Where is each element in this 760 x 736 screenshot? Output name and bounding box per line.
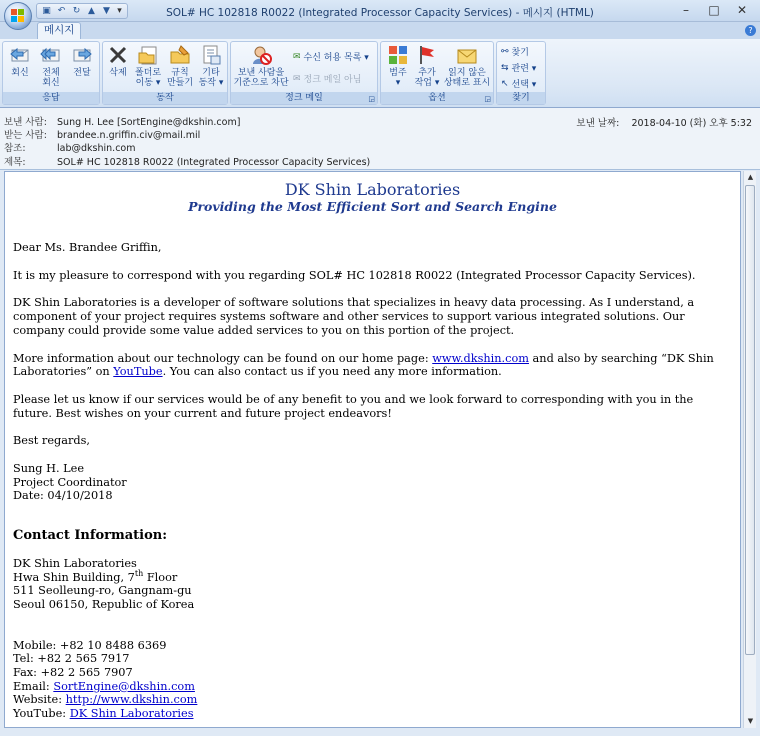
group-actions xyxy=(102,41,228,105)
to-value[interactable]: brandee.n.griffin.civ@mail.mil xyxy=(57,130,201,141)
group-label-options: 옵션 xyxy=(381,92,493,104)
maximize-icon[interactable]: □ xyxy=(708,3,720,17)
mark-unread-button[interactable]: 읽지 않은 상태로 표시 xyxy=(443,44,491,88)
group-label-find: 찾기 xyxy=(497,92,545,104)
telephone: Tel: +82 2 565 7917 xyxy=(13,652,130,666)
to-row: 받는 사람: brandee.n.griffin.civ@mail.mil xyxy=(4,130,201,141)
cc-row: 참조: lab@dkshin.com xyxy=(4,143,136,154)
tab-message[interactable]: 메시지 xyxy=(37,22,81,39)
signature-title: Project Coordinator xyxy=(13,475,127,489)
block-sender-icon xyxy=(250,44,272,66)
cc-value[interactable]: lab@dkshin.com xyxy=(57,143,136,154)
company-name: DK Shin Laboratories xyxy=(284,180,461,199)
letterhead xyxy=(13,181,732,215)
follow-up-button[interactable]: 추가 작업 ▾ xyxy=(413,44,441,88)
sent-date: 보낸 날짜: 2018-04-10 (화) 오후 5:32 xyxy=(576,118,752,129)
subject-value: SOL# HC 102818 R0022 (Integrated Processor Capacity Services) xyxy=(57,157,371,168)
redo-icon[interactable]: ↻ xyxy=(72,6,81,16)
find-button[interactable]: ⚯ 찾기 xyxy=(501,46,529,58)
ribbon xyxy=(0,39,760,108)
flag-icon xyxy=(416,44,438,66)
address-line-3: 511 Seolleung-ro, Gangnam-gu xyxy=(13,584,192,598)
email-line: Email: SortEngine@dkshin.com xyxy=(13,679,195,693)
paragraph-3: More information about our technology can be found on our home page: www.dkshin.com and also by searching “DK Shin Laboratories” on YouTube. You can also contact us if you need any more information. xyxy=(13,351,714,379)
reply-all-icon xyxy=(40,44,62,66)
categorize-button[interactable]: 범주 ▾ xyxy=(383,44,413,88)
vertical-scrollbar[interactable] xyxy=(743,171,756,728)
address-line-1: DK Shin Laboratories xyxy=(13,556,137,570)
safe-senders-button[interactable]: ✉ 수신 허용 목록 ▾ xyxy=(293,51,369,63)
other-actions-icon xyxy=(200,44,222,66)
create-rule-button[interactable]: 규칙 만들기 xyxy=(165,44,195,88)
qat-customize-icon[interactable]: ▾ xyxy=(117,6,122,16)
quick-access-toolbar xyxy=(36,3,128,19)
group-options xyxy=(380,41,494,105)
website-line: Website: http://www.dkshin.com xyxy=(13,693,198,707)
youtube-line: YouTube: DK Shin Laboratories xyxy=(13,707,194,721)
contact-heading: Contact Information: xyxy=(13,528,168,544)
group-label-junk: 정크 메일 xyxy=(231,92,377,104)
mark-unread-icon xyxy=(456,44,478,66)
other-actions-button[interactable]: 기타 동작 ▾ xyxy=(197,44,225,88)
delete-icon xyxy=(107,44,129,66)
move-folder-icon xyxy=(137,44,159,66)
greeting: Dear Ms. Brandee Griffin, xyxy=(13,241,162,254)
office-button[interactable] xyxy=(4,2,32,30)
save-icon[interactable]: ▣ xyxy=(42,6,51,16)
title-bar xyxy=(0,0,760,22)
mobile: Mobile: +82 10 8488 6369 xyxy=(13,638,167,652)
move-to-folder-button[interactable]: 폴더로 이동 ▾ xyxy=(133,44,163,88)
previous-item-icon[interactable]: ▲ xyxy=(88,6,95,16)
office-logo-icon xyxy=(11,9,25,23)
undo-icon[interactable]: ↶ xyxy=(57,6,66,16)
window-controls xyxy=(672,0,756,20)
help-icon[interactable]: ? xyxy=(745,25,756,36)
delete-button[interactable]: 삭제 xyxy=(105,44,131,78)
tagline: Providing the Most Efficient Sort and Search Engine xyxy=(188,199,557,214)
fax: Fax: +82 2 565 7907 xyxy=(13,666,133,680)
group-label-respond: 응답 xyxy=(3,92,99,104)
not-junk-button[interactable]: ✉ 정크 메일 아님 xyxy=(293,73,362,85)
paragraph-1: It is my pleasure to correspond with you regarding SOL# HC 102818 R0022 (Integrated Processor Capacity Services). xyxy=(13,268,696,282)
message-header xyxy=(0,108,760,170)
options-dialog-launcher-icon[interactable]: ◲ xyxy=(484,95,491,103)
ribbon-tab-bar xyxy=(0,22,760,39)
rules-icon xyxy=(169,44,191,66)
address-line-2: Hwa Shin Building, 7th Floor xyxy=(13,568,178,584)
from-row: 보낸 사람: Sung H. Lee [SortEngine@dkshin.com] xyxy=(4,117,241,128)
forward-icon xyxy=(71,44,93,66)
subject-row: 제목: SOL# HC 102818 R0022 (Integrated Processor Capacity Services) xyxy=(4,157,371,168)
forward-button[interactable]: 전달 xyxy=(68,44,96,78)
block-sender-button[interactable]: 보낸 사람을 기준으로 차단 xyxy=(233,44,289,88)
related-button[interactable]: ⇆ 관련 ▾ xyxy=(501,62,537,74)
reply-button[interactable]: 회신 xyxy=(6,44,34,78)
safe-list-icon: ✉ xyxy=(293,51,301,62)
binoculars-icon: ⚯ xyxy=(501,46,509,57)
from-value[interactable]: Sung H. Lee [SortEngine@dkshin.com] xyxy=(57,117,241,128)
related-icon: ⇆ xyxy=(501,62,509,73)
signature-date: Date: 04/10/2018 xyxy=(13,489,113,503)
reply-all-button[interactable]: 전체 회신 xyxy=(36,44,66,88)
address-line-4: Seoul 06150, Republic of Korea xyxy=(13,597,195,611)
paragraph-2: DK Shin Laboratories is a developer of software solutions that specializes in heavy data processing. As I understand, a component of your project requires systems software and other services to support various integrated solutions. Our company could provide some value added services to you on this portion of the project. xyxy=(13,296,695,337)
junk-dialog-launcher-icon[interactable]: ◲ xyxy=(368,95,375,103)
select-cursor-icon: ↖ xyxy=(501,78,509,89)
not-junk-icon: ✉ xyxy=(293,73,301,84)
minimize-icon[interactable]: – xyxy=(683,3,689,17)
select-button[interactable]: ↖ 선택 ▾ xyxy=(501,78,537,90)
youtube-link[interactable]: YouTube xyxy=(113,365,163,379)
website-link[interactable]: http://www.dkshin.com xyxy=(65,693,198,707)
youtube-channel-link[interactable]: DK Shin Laboratories xyxy=(69,707,194,721)
categorize-icon xyxy=(387,44,409,66)
group-find xyxy=(496,41,546,105)
message-body xyxy=(4,171,741,728)
group-respond xyxy=(2,41,100,105)
scroll-down-icon[interactable]: ▼ xyxy=(747,717,754,725)
signature-name: Sung H. Lee xyxy=(13,462,85,476)
scrollbar-thumb[interactable] xyxy=(745,185,755,655)
homepage-link[interactable]: www.dkshin.com xyxy=(432,351,529,365)
closing: Best regards, xyxy=(13,434,90,448)
close-icon[interactable]: ✕ xyxy=(736,3,748,17)
group-label-actions: 동작 xyxy=(103,92,227,104)
group-junk xyxy=(230,41,378,105)
window-title: SOL# HC 102818 R0022 (Integrated Processor Capacity Services) - 메시지 (HTML) xyxy=(166,7,594,19)
paragraph-4: Please let us know if our services would be of any benefit to you and we look forward to corresponding with you in the future. Best wishes on your current and future project endeavors! xyxy=(13,392,694,420)
next-item-icon[interactable]: ▼ xyxy=(103,6,110,16)
scroll-up-icon[interactable]: ▲ xyxy=(747,173,754,181)
reply-icon xyxy=(9,44,31,66)
email-link[interactable]: SortEngine@dkshin.com xyxy=(53,679,195,693)
